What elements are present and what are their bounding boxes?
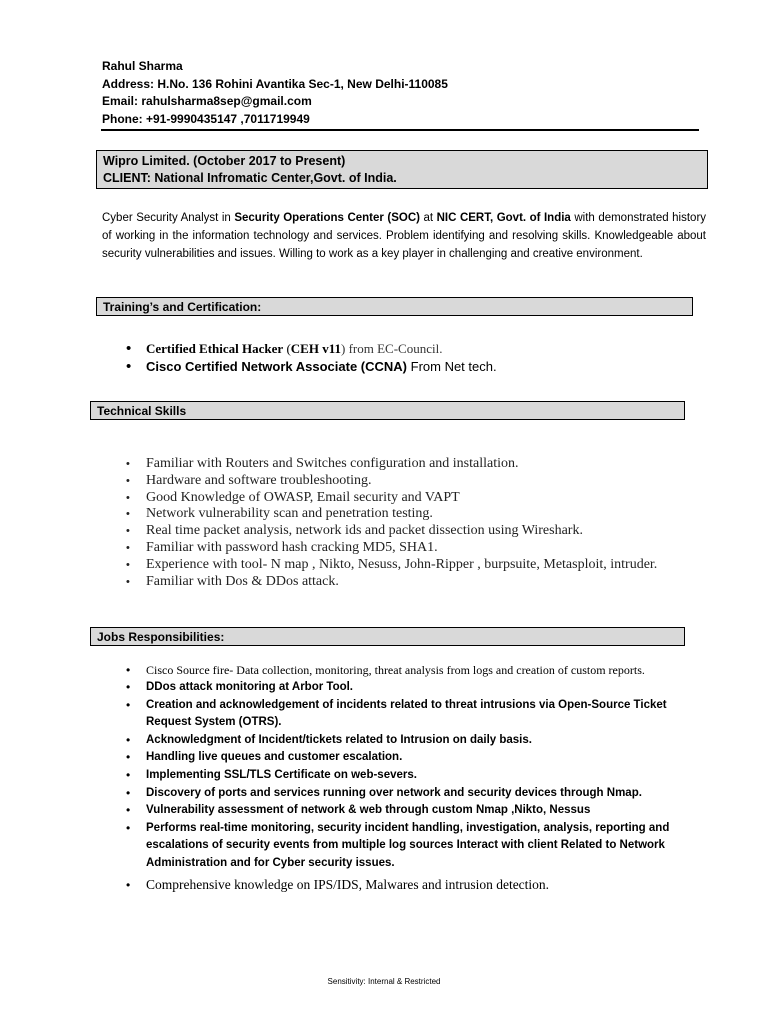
list-item: • Familiar with Dos & DDos attack. [124, 574, 684, 591]
summary-soc: Security Operations Center (SOC) [234, 212, 420, 224]
skills-list [124, 456, 684, 590]
cert-issuer: From Net tech. [407, 359, 497, 374]
cert-text: ( [283, 341, 291, 356]
responsibilities-list [124, 662, 714, 895]
list-item: • Network vulnerability scan and penetration testing. [124, 506, 684, 523]
list-item: • Familiar with Routers and Switches configuration and installation. [124, 456, 684, 473]
contact-header [102, 58, 448, 128]
list-item: • Implementing SSL/TLS Certificate on web-severs. [124, 767, 714, 785]
list-item: • Vulnerability assessment of network & web through custom Nmap ,Nikto, Nessus [124, 802, 714, 820]
summary-govt: Govt. of India [496, 212, 571, 224]
list-item [124, 358, 704, 376]
list-item: • Handling live queues and customer escalation. [124, 749, 714, 767]
section-training-title: Training’s and Certification: [103, 300, 262, 314]
list-item: • Performs real-time monitoring, security incident handling, investigation, analysis, reporting and escalations of security events from multiple log sources Interact with client Related to Network Administration and for Cyber security issues. [124, 820, 714, 873]
certification-list [124, 340, 704, 376]
sensitivity-footer: Sensitivity: Internal & Restricted [327, 977, 441, 986]
cert-code: CEH v11 [290, 341, 341, 356]
list-item: • Experience with tool- N map , Nikto, Nesuss, John-Ripper , burpsuite, Metasploit, intruder. [124, 557, 684, 574]
job-client: CLIENT: National Infromatic Center,Govt. of India. [103, 171, 397, 185]
phone-line: Phone: +91-9990435147 ,7011719949 [102, 111, 310, 126]
email-line: Email: rahulsharma8sep@gmail.com [102, 94, 312, 108]
list-item: • Creation and acknowledgement of incidents related to threat intrusions via Open-Source Ticket Request System (OTRS). [124, 697, 714, 732]
summary-comma: , [489, 212, 497, 224]
cert-issuer: ) from EC-Council. [341, 341, 443, 356]
cert-name: Cisco Certified Network Associate (CCNA) [146, 359, 408, 374]
job-company: Wipro Limited. (October 2017 to Present) [103, 154, 346, 168]
section-jobs-title: Jobs Responsibilities: [97, 630, 225, 644]
list-item: • Familiar with password hash cracking MD5, SHA1. [124, 540, 684, 557]
list-item: • Acknowledgment of Incident/tickets related to Intrusion on daily basis. [124, 732, 714, 750]
summary-role: Cyber Security Analyst in [102, 212, 235, 224]
list-item: • Comprehensive knowledge on IPS/IDS, Malwares and intrusion detection. [124, 875, 714, 895]
list-item: • Hardware and software troubleshooting. [124, 473, 684, 490]
summary-nic: NIC CERT [436, 212, 490, 224]
summary-at: at [419, 212, 437, 224]
address-line: Address: H.No. 136 Rohini Avantika Sec-1, New Delhi-110085 [102, 76, 448, 91]
header-divider [101, 129, 699, 131]
list-item: • Good Knowledge of OWASP, Email security and VAPT [124, 490, 684, 507]
profile-summary [102, 209, 706, 263]
list-item: • Discovery of ports and services running over network and security devices through Nmap. [124, 785, 714, 803]
section-jobs-header [90, 627, 685, 646]
list-item: • Cisco Source fire- Data collection, monitoring, threat analysis from logs and creation of custom reports. [124, 662, 714, 679]
list-item: • DDos attack monitoring at Arbor Tool. [124, 679, 714, 697]
section-skills-header [90, 401, 685, 420]
cert-name: Certified Ethical Hacker [146, 341, 284, 356]
summary-rest: with demonstrated history of working in the information technology and services. Problem identifying and resolving skills. Knowledgeable about security vulnerabilities and issues. Willing to work as a key player in challenging and creative environment. [102, 212, 707, 260]
candidate-name: Rahul Sharma [102, 59, 183, 73]
list-item [124, 340, 704, 358]
list-item: • Real time packet analysis, network ids and packet dissection using Wireshark. [124, 523, 684, 540]
section-skills-title: Technical Skills [97, 404, 187, 418]
section-training-header [96, 297, 693, 316]
current-job-box [96, 150, 708, 189]
